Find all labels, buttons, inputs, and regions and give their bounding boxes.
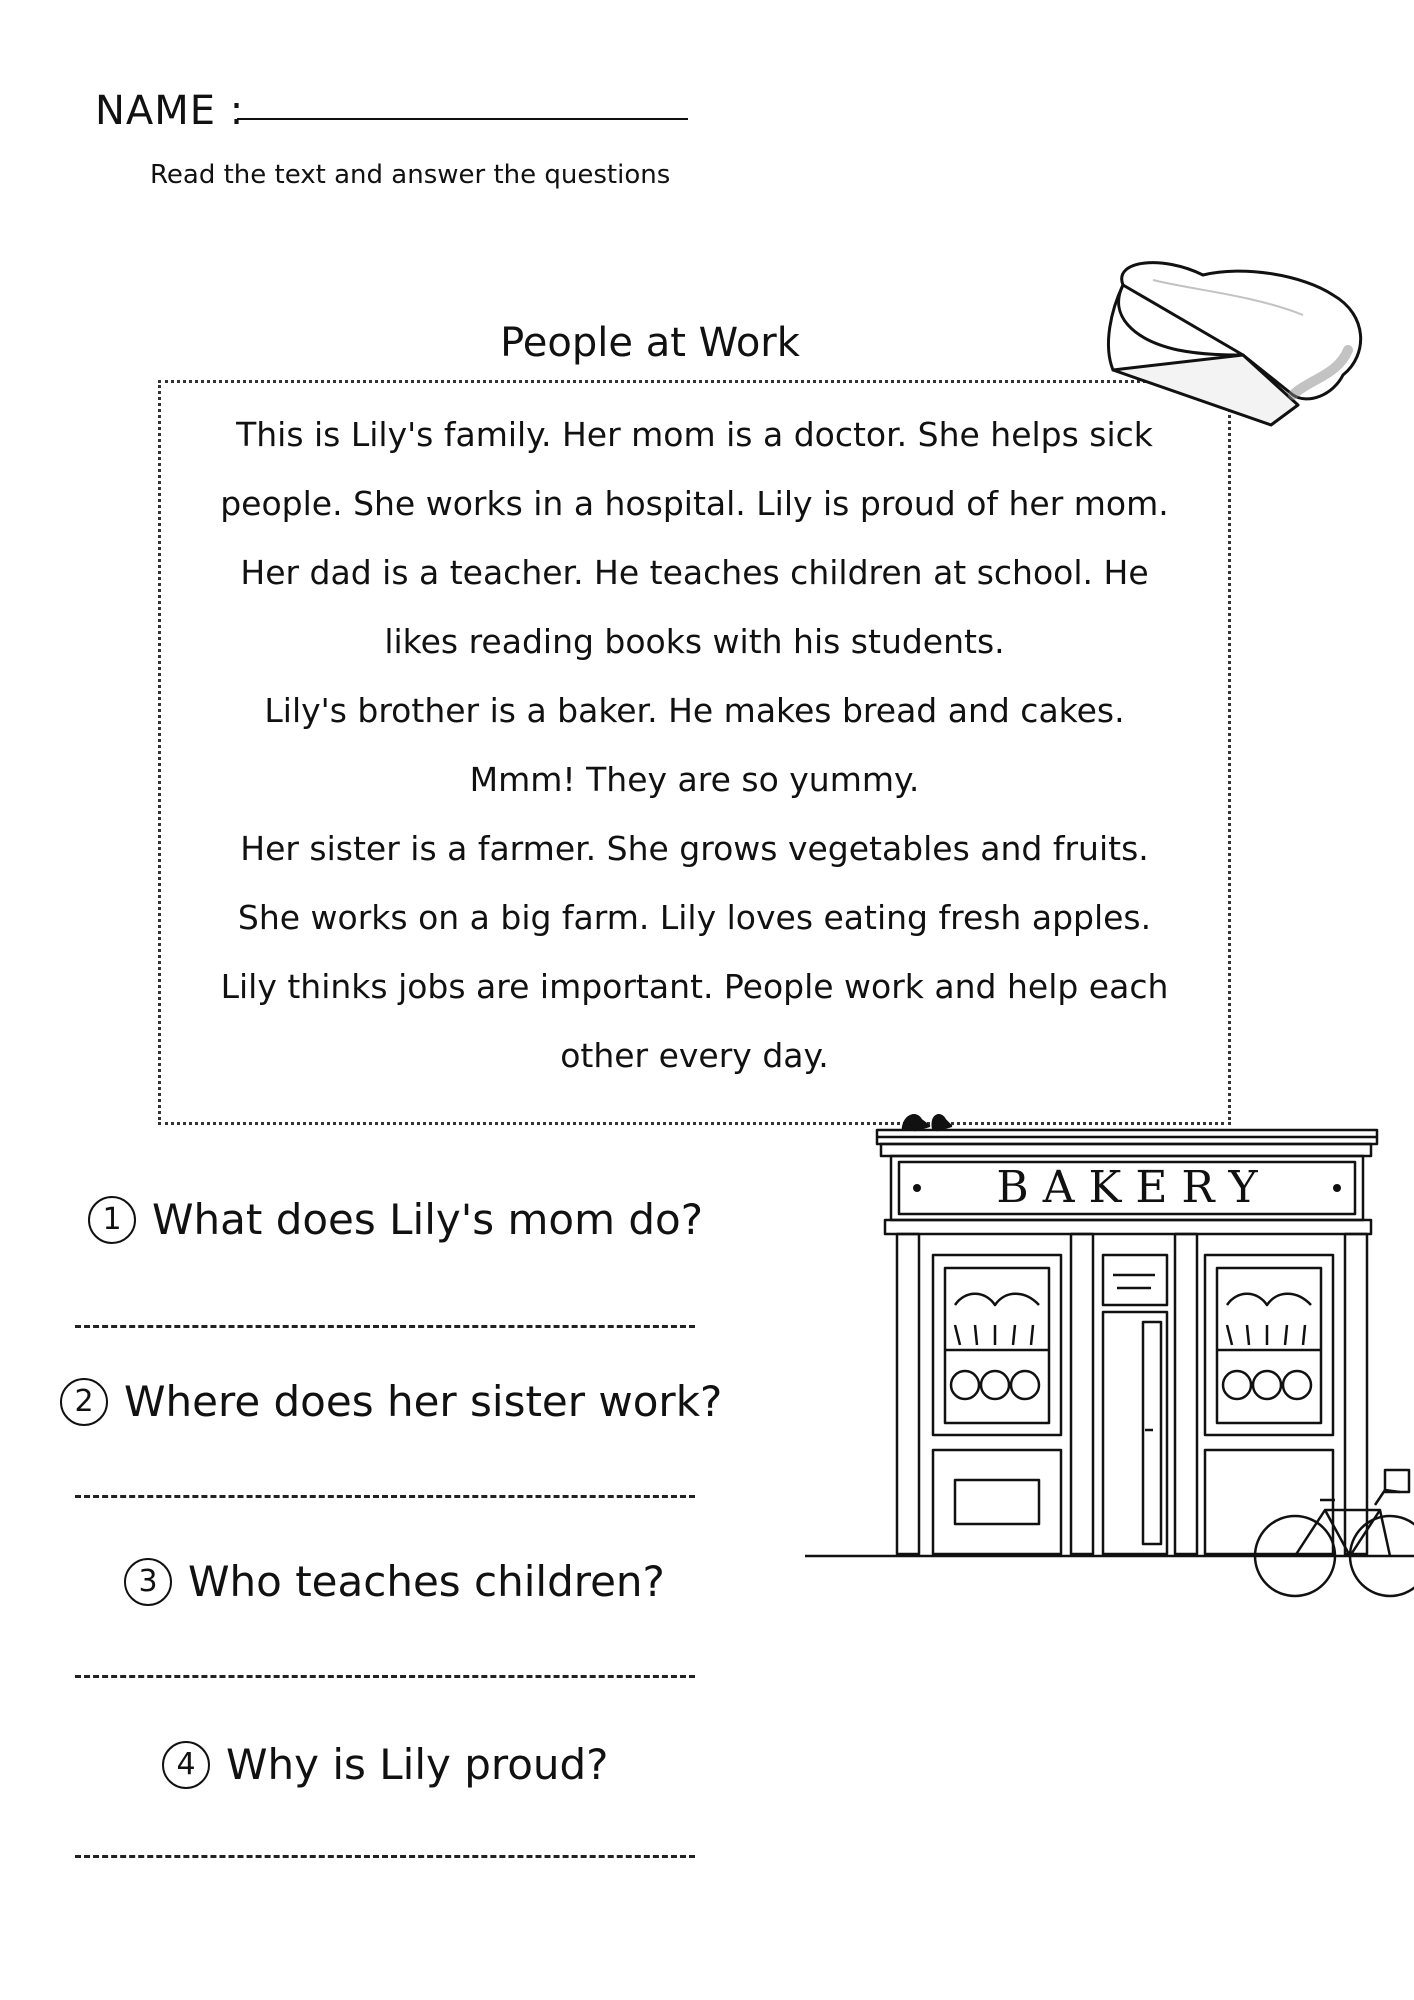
story-line: Lily thinks jobs are important. People work and help each <box>220 967 1169 1006</box>
answer-line-1[interactable] <box>75 1325 695 1328</box>
story-line: Lily's brother is a baker. He makes bread and cakes. <box>264 691 1125 730</box>
question-number-1: 1 <box>88 1196 136 1244</box>
instructions: Read the text and answer the questions <box>150 160 671 190</box>
question-text-3: Who teaches children? <box>188 1557 665 1606</box>
question-text-1: What does Lily's mom do? <box>152 1195 704 1244</box>
story-line: people. She works in a hospital. Lily is proud of her mom. <box>220 484 1169 523</box>
story-line: This is Lily's family. Her mom is a doctor. She helps sick <box>236 415 1153 454</box>
question-number-2: 2 <box>60 1378 108 1426</box>
question-number-3: 3 <box>124 1558 172 1606</box>
question-1 <box>88 1190 703 1250</box>
question-number-4: 4 <box>162 1741 210 1789</box>
story-line: Mmm! They are so yummy. <box>469 760 920 799</box>
answer-line-3[interactable] <box>75 1675 695 1678</box>
bakery-storefront-icon <box>805 1090 1414 1610</box>
question-text-2: Where does her sister work? <box>124 1377 723 1426</box>
question-2 <box>60 1372 722 1432</box>
name-label: NAME : <box>95 88 245 134</box>
name-answer-line[interactable] <box>237 118 688 120</box>
story-text <box>158 400 1231 1090</box>
story-line: She works on a big farm. Lily loves eating fresh apples. <box>237 898 1152 937</box>
story-line: other every day. <box>560 1036 829 1075</box>
chef-hat-icon <box>1093 255 1373 435</box>
answer-line-4[interactable] <box>75 1855 695 1858</box>
story-title: People at Work <box>500 320 800 366</box>
story-line: Her dad is a teacher. He teaches children at school. He <box>240 553 1149 592</box>
question-4 <box>162 1735 608 1795</box>
story-line: Her sister is a farmer. She grows vegetables and fruits. <box>240 829 1149 868</box>
bakery-sign: B A K E R Y <box>996 1162 1258 1213</box>
question-3 <box>124 1552 665 1612</box>
story-line: likes reading books with his students. <box>384 622 1005 661</box>
answer-line-2[interactable] <box>75 1495 695 1498</box>
question-text-4: Why is Lily proud? <box>226 1740 609 1789</box>
